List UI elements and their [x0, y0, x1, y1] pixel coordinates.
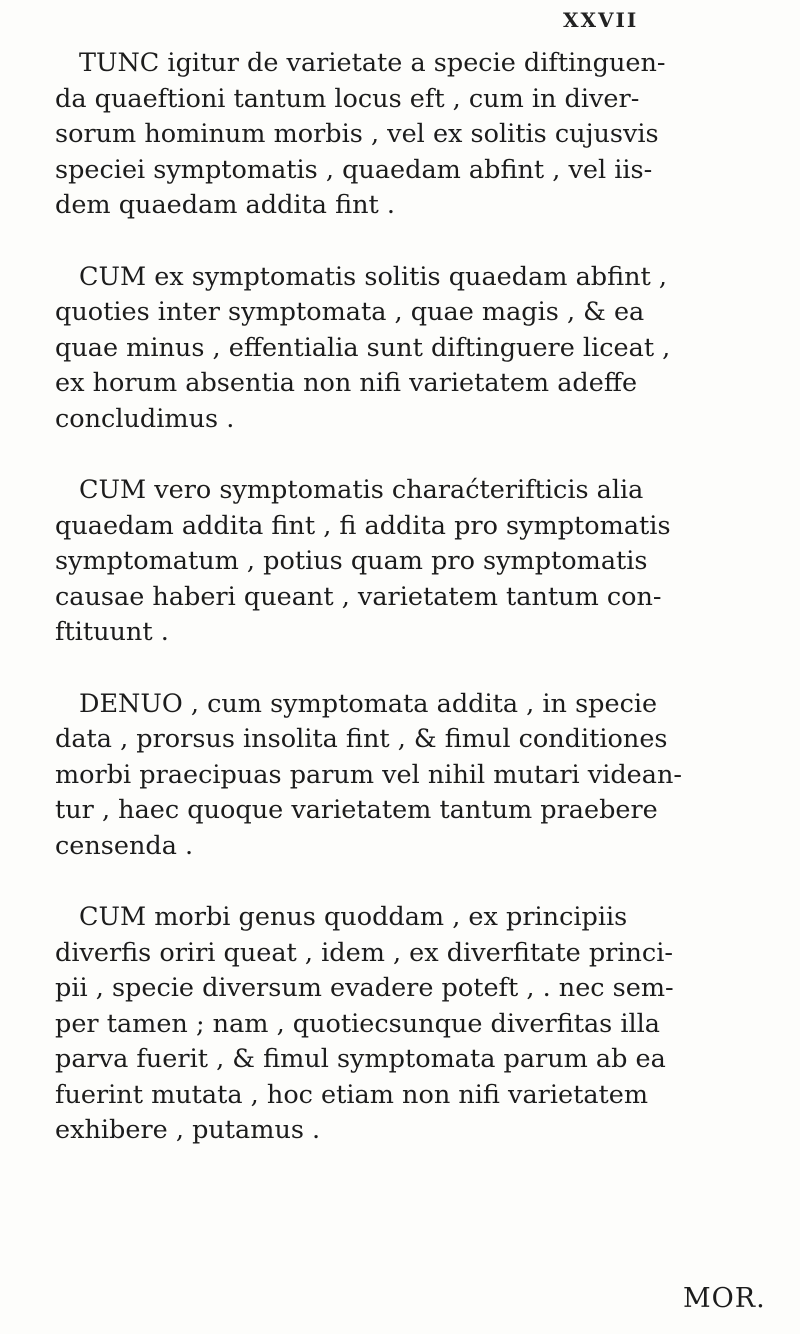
paragraph-5: [55, 900, 795, 1149]
text-line: quae minus , effentialia sunt diftinguere liceat ,: [55, 332, 671, 363]
paragraph-4: [55, 687, 795, 865]
paragraph-2: [55, 260, 795, 438]
text-line: morbi praecipuas parum vel nihil mutari videan-: [55, 759, 683, 790]
text-line: censenda .: [55, 830, 194, 861]
text-line: dem quaedam addita fint .: [55, 190, 396, 220]
text-line: da quaeftioni tantum locus eft , cum in diver-: [55, 83, 640, 114]
text-line: fuerint mutata , hoc etiam non nifi varietatem: [55, 1079, 649, 1110]
text-line: TUNC igitur de varietate a specie diftinguen-: [79, 48, 666, 78]
text-line: symptomatum , potius quam pro symptomatis: [55, 546, 648, 576]
text-line: quoties inter symptomata , quae magis , & ea: [55, 297, 645, 327]
text-line: ex horum absentia non nifi varietatem adeffe: [55, 368, 638, 398]
text-line: DENUO , cum symptomata addita , in specie: [79, 688, 658, 719]
text-line: diverfis oriri queat , idem , ex diverfitate princi-: [55, 937, 673, 968]
page-folio: XXVII: [563, 8, 639, 32]
text-line: tur , haec quoque varietatem tantum praebere: [55, 795, 658, 825]
body-text: [55, 46, 795, 1149]
text-line: speciei symptomatis , quaedam abfint , vel iis-: [55, 154, 653, 185]
text-line: sorum hominum morbis , vel ex solitis cujusvis: [55, 119, 659, 149]
text-line: parva fuerit , & fimul symptomata parum ab ea: [55, 1044, 666, 1074]
text-line: exhibere , putamus .: [55, 1115, 321, 1145]
paragraph-1: [55, 46, 795, 224]
text-line: concludimus .: [55, 403, 235, 434]
paragraph-3: [55, 473, 795, 651]
text-line: pii , specie diversum evadere poteft , . nec sem-: [55, 973, 674, 1003]
catchword: MOR.: [683, 1283, 766, 1314]
text-line: CUM morbi genus quoddam , ex principiis: [79, 902, 628, 932]
text-line: ftituunt .: [55, 617, 169, 647]
text-line: data , prorsus insolita fint , & fimul conditiones: [55, 724, 668, 754]
text-line: per tamen ; nam , quotiecsunque diverfitas illa: [55, 1008, 661, 1039]
text-line: causae haberi queant , varietatem tantum con-: [55, 581, 662, 612]
text-line: quaedam addita fint , fi addita pro symptomatis: [55, 510, 671, 541]
text-line: CUM vero symptomatis charaćterifticis alia: [79, 475, 644, 505]
text-line: CUM ex symptomatis solitis quaedam abfint ,: [79, 261, 667, 292]
